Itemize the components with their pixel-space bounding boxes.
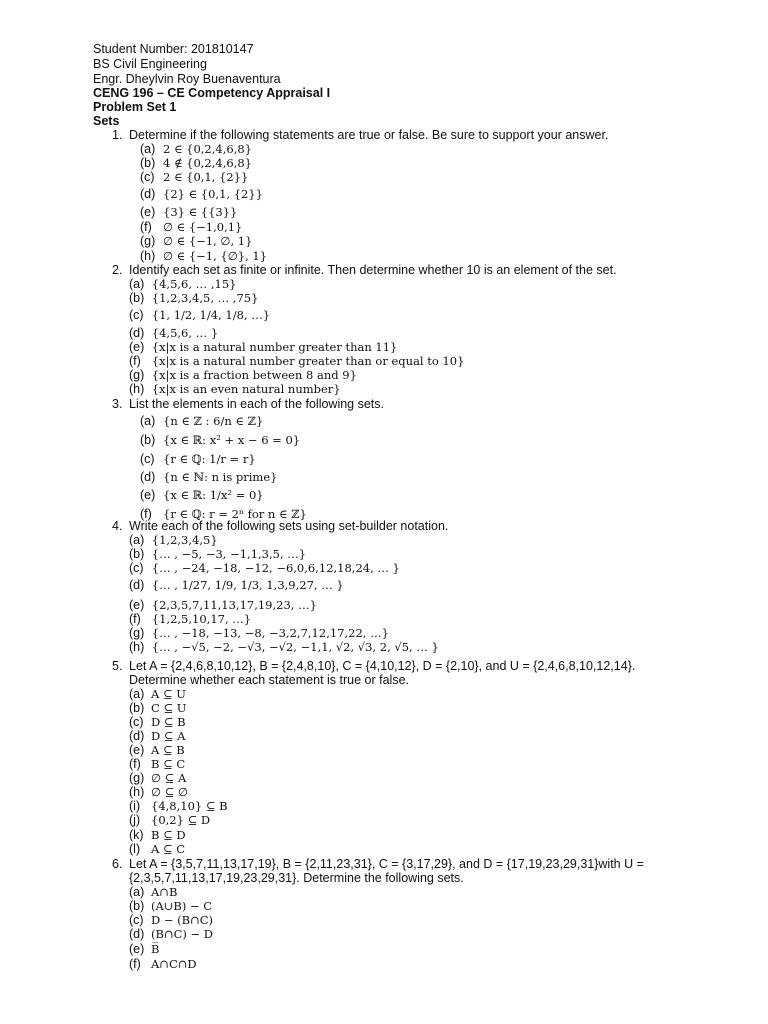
item-expression: {x|x is an even natural number}	[151, 382, 341, 396]
item-label: (d)	[129, 578, 145, 592]
program: BS Civil Engineering	[93, 57, 207, 71]
item-expression: {… , −18, −13, −8, −3,2,7,12,17,22, …}	[151, 626, 389, 640]
item-label: (a)	[129, 687, 145, 701]
course-title: CENG 196 – CE Competency Appraisal I	[93, 86, 331, 100]
item-expression: {4,5,6, … ,15}	[151, 277, 237, 291]
item-expression: {x ∈ ℝ: 1/x² = 0}	[163, 488, 264, 502]
item-label: (d)	[129, 927, 145, 941]
item-label: (c)	[129, 715, 144, 729]
item-expression: A ⊆ B	[151, 743, 185, 757]
item-expression: D ⊆ B	[151, 715, 186, 729]
item-expression: B ⊆ D	[151, 828, 186, 842]
item-expression: {1,2,3,4,5}	[151, 533, 218, 547]
item-expression: {1,2,3,4,5, … ,75}	[151, 291, 259, 305]
item-label: (d)	[129, 326, 145, 340]
item-label: (a)	[129, 885, 145, 899]
item-expression: A ⊆ C	[151, 842, 186, 856]
item-label: (h)	[129, 640, 145, 654]
item-expression: A∩C∩D	[151, 957, 197, 971]
item-label: (h)	[140, 249, 156, 263]
item-expression: {2,3,5,7,11,13,17,19,23, …}	[151, 598, 317, 612]
item-label: (d)	[140, 470, 156, 484]
item-label: (e)	[129, 743, 145, 757]
item-label: (g)	[129, 368, 145, 382]
item-label: (b)	[129, 291, 145, 305]
item-label: (f)	[129, 757, 141, 771]
item-expression: ∅ ∈ {−1, {∅}, 1}	[163, 249, 268, 263]
item-label: (d)	[129, 729, 145, 743]
item-expression: {x|x is a natural number greater than 11}	[151, 340, 398, 354]
item-expression: A ⊆ U	[151, 687, 186, 701]
item-label: (a)	[129, 533, 145, 547]
item-expression: {r ∈ ℚ: r = 2ⁿ for n ∈ ℤ}	[163, 507, 307, 521]
item-label: (e)	[129, 340, 145, 354]
problem-set-title: Problem Set 1	[93, 100, 177, 114]
item-expression: B ⊆ C	[151, 757, 186, 771]
item-label: (b)	[140, 433, 156, 447]
q6-text-line2: {2,3,5,7,11,13,17,19,23,29,31}. Determine the following sets.	[129, 871, 464, 885]
item-expression: {x ∈ ℝ: x² + x − 6 = 0}	[163, 433, 301, 447]
item-expression: 2 ∈ {0,2,4,6,8}	[163, 142, 252, 156]
item-expression: {… , −24, −18, −12, −6,0,6,12,18,24, … }	[151, 561, 400, 575]
q5-number: 5.	[112, 659, 123, 673]
item-expression: D − (B∩C)	[151, 913, 214, 927]
item-expression: {0,2} ⊆ D	[151, 813, 211, 827]
author-name: Engr. Dheylvin Roy Buenaventura	[93, 72, 281, 86]
q4-text: Write each of the following sets using set-builder notation.	[129, 519, 449, 533]
item-label: (a)	[140, 142, 156, 156]
item-label: (i)	[129, 799, 141, 813]
item-expression: {… , −5, −3, −1,1,3,5, …}	[151, 547, 307, 561]
student-number: Student Number: 201810147	[93, 42, 254, 56]
item-label: (c)	[140, 452, 155, 466]
item-label: (e)	[129, 598, 145, 612]
item-label: (b)	[129, 547, 145, 561]
item-expression: (A∪B) − C	[151, 899, 213, 913]
item-label: (a)	[129, 277, 145, 291]
item-expression: {1, 1/2, 1/4, 1/8, …}	[151, 308, 271, 322]
q4-number: 4.	[112, 519, 123, 533]
item-label: (b)	[129, 899, 145, 913]
item-label: (g)	[140, 234, 156, 248]
item-expression: ∅ ∈ {−1,0,1}	[163, 220, 243, 234]
item-label: (d)	[140, 187, 156, 201]
item-expression: B̅	[151, 942, 160, 956]
item-label: (e)	[140, 488, 156, 502]
q1-text: Determine if the following statements are true or false. Be sure to support your answer.	[129, 128, 609, 142]
item-label: (j)	[129, 813, 141, 827]
q2-text: Identify each set as finite or infinite. Then determine whether 10 is an element of the set.	[129, 263, 617, 277]
item-label: (f)	[129, 354, 141, 368]
item-label: (b)	[140, 156, 156, 170]
item-label: (f)	[129, 612, 141, 626]
item-expression: C ⊆ U	[151, 701, 187, 715]
item-expression: {1,2,5,10,17, …}	[151, 612, 252, 626]
item-expression: {… , 1/27, 1/9, 1/3, 1,3,9,27, … }	[151, 578, 344, 592]
item-expression: ∅ ⊆ A	[151, 771, 187, 785]
item-label: (g)	[129, 626, 145, 640]
item-label: (c)	[140, 170, 155, 184]
item-label: (h)	[129, 785, 145, 799]
item-label: (e)	[129, 942, 145, 956]
item-label: (h)	[129, 382, 145, 396]
item-expression: {x|x is a natural number greater than or equal to 10}	[151, 354, 465, 368]
item-expression: {n ∈ ℕ: n is prime}	[163, 470, 278, 484]
item-label: (b)	[129, 701, 145, 715]
item-expression: {2} ∈ {0,1, {2}}	[163, 187, 263, 201]
item-label: (g)	[129, 771, 145, 785]
item-expression: {r ∈ ℚ: 1/r = r}	[163, 452, 256, 466]
q3-text: List the elements in each of the following sets.	[129, 397, 385, 411]
item-expression: (B∩C) − D	[151, 927, 214, 941]
item-label: (e)	[140, 205, 156, 219]
item-expression: {4,8,10} ⊆ B	[151, 799, 228, 813]
item-expression: {… , −√5, −2, −√3, −√2, −1,1, √2, √3, 2, √5, … }	[151, 640, 439, 654]
item-expression: 4 ∉ {0,2,4,6,8}	[163, 156, 252, 170]
item-expression: ∅ ∈ {−1, ∅, 1}	[163, 234, 253, 248]
item-expression: {x|x is a fraction between 8 and 9}	[151, 368, 357, 382]
q3-number: 3.	[112, 397, 123, 411]
item-label: (c)	[129, 561, 144, 575]
item-label: (a)	[140, 414, 156, 428]
item-label: (f)	[140, 507, 152, 521]
item-expression: ∅ ⊆ ∅	[151, 785, 188, 799]
item-expression: {4,5,6, … }	[151, 326, 219, 340]
item-label: (c)	[129, 913, 144, 927]
item-expression: A∩B	[151, 885, 178, 899]
q1-number: 1.	[112, 128, 123, 142]
item-expression: D ⊆ A	[151, 729, 186, 743]
item-label: (f)	[140, 220, 152, 234]
q5-text-line2: Determine whether each statement is true or false.	[129, 673, 409, 687]
q2-number: 2.	[112, 263, 123, 277]
item-label: (k)	[129, 828, 144, 842]
item-expression: {3} ∈ {{3}}	[163, 205, 238, 219]
section-title: Sets	[93, 114, 120, 128]
item-expression: {n ∈ ℤ : 6/n ∈ ℤ}	[163, 414, 264, 428]
item-label: (c)	[129, 308, 144, 322]
q5-text: Let A = {2,4,6,8,10,12}, B = {2,4,8,10}, C = {4,10,12}, D = {2,10}, and U = {2,4,6,8,10,12,14}.	[129, 659, 636, 673]
item-label: (l)	[129, 842, 141, 856]
q6-text: Let A = {3,5,7,11,13,17,19}, B = {2,11,23,31}, C = {3,17,29}, and D = {17,19,23,29,31}with U =	[129, 857, 644, 871]
q6-number: 6.	[112, 857, 123, 871]
item-expression: 2 ∈ {0,1, {2}}	[163, 170, 249, 184]
item-label: (f)	[129, 957, 141, 971]
